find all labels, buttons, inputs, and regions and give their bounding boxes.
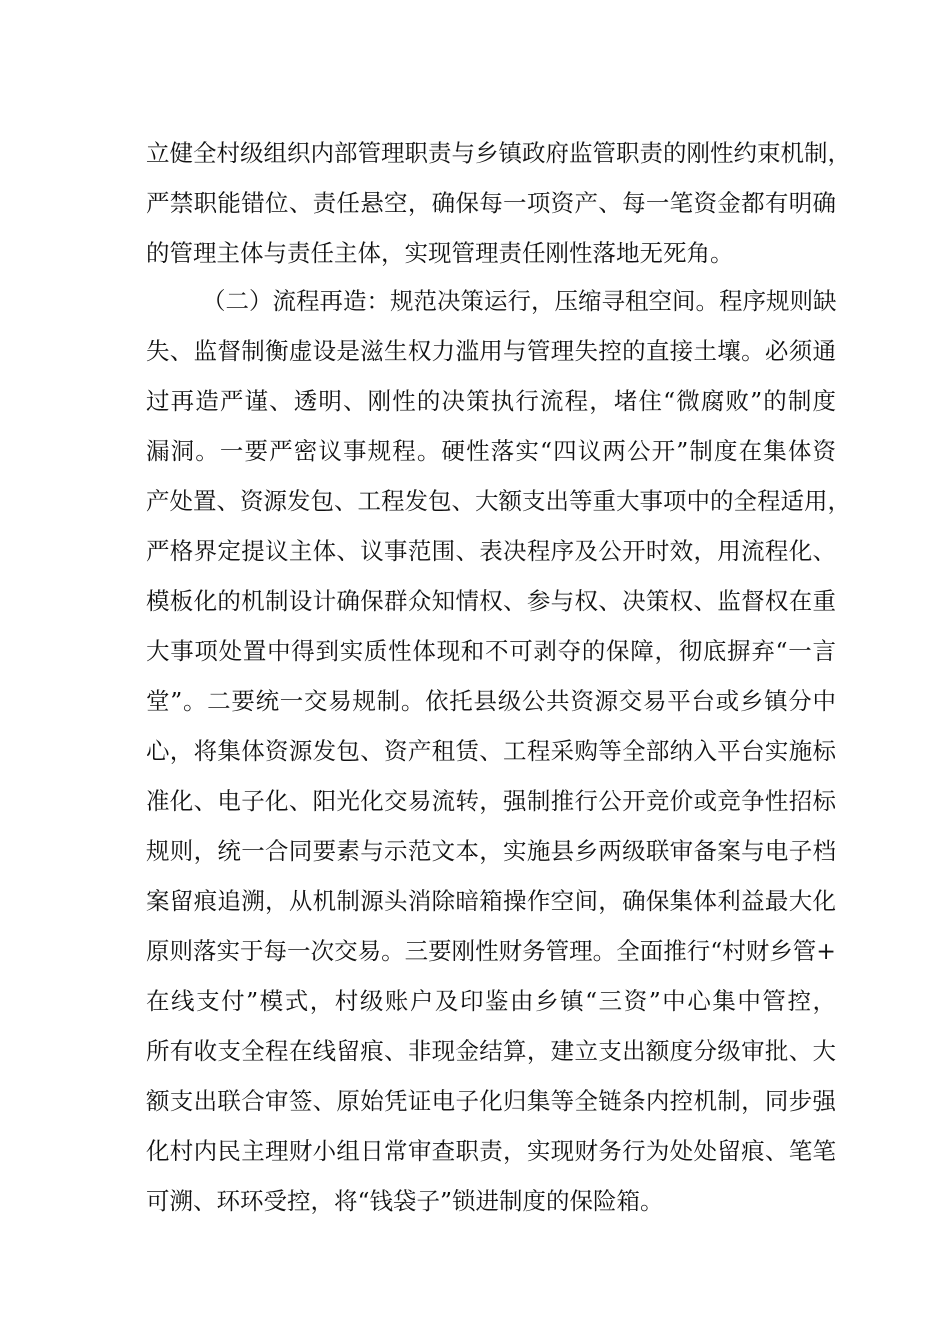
paragraph-2-line: 规则，统一合同要素与示范文本，实施县乡两级联审备案与电子档 — [146, 837, 836, 865]
paragraph-2-line: 额支出联合审签、原始凭证电子化归集等全链条内控机制，同步强 — [146, 1087, 836, 1115]
paragraph-2-line: 失、监督制衡虚设是滋生权力滥用与管理失控的直接土壤。必须通 — [146, 337, 836, 365]
paragraph-2-line: 原则落实于每一次交易。三要刚性财务管理。全面推行“村财乡管+ — [146, 937, 836, 965]
paragraph-1-line: 立健全村级组织内部管理职责与乡镇政府监管职责的刚性约束机制， — [146, 139, 851, 167]
paragraph-2-line: 准化、电子化、阳光化交易流转，强制推行公开竞价或竞争性招标 — [146, 787, 836, 815]
paragraph-2-line: （二）流程再造：规范决策运行，压缩寻租空间。程序规则缺 — [202, 287, 837, 315]
paragraph-2-line: 在线支付”模式，村级账户及印鉴由乡镇“三资”中心集中管控， — [146, 987, 836, 1015]
paragraph-2-line: 大事项处置中得到实质性体现和不可剥夺的保障，彻底摒弃“一言 — [146, 637, 836, 665]
paragraph-2-line: 产处置、资源发包、工程发包、大额支出等重大事项中的全程适用， — [146, 487, 851, 515]
paragraph-1-line: 严禁职能错位、责任悬空，确保每一项资产、每一笔资金都有明确 — [146, 189, 836, 217]
paragraph-2-line: 漏洞。一要严密议事规程。硬性落实“四议两公开”制度在集体资 — [146, 437, 836, 465]
paragraph-2-line: 过再造严谨、透明、刚性的决策执行流程，堵住“微腐败”的制度 — [146, 387, 836, 415]
paragraph-2-line: 心，将集体资源发包、资产租赁、工程采购等全部纳入平台实施标 — [146, 737, 836, 765]
paragraph-2-line: 案留痕追溯，从机制源头消除暗箱操作空间，确保集体利益最大化 — [146, 887, 836, 915]
paragraph-1-line: 的管理主体与责任主体，实现管理责任刚性落地无死角。 — [146, 239, 734, 267]
paragraph-2-line: 堂”。二要统一交易规制。依托县级公共资源交易平台或乡镇分中 — [146, 687, 836, 715]
paragraph-2-line: 化村内民主理财小组日常审查职责，实现财务行为处处留痕、笔笔 — [146, 1137, 836, 1165]
paragraph-2-line: 可溯、环环受控，将“钱袋子”锁进制度的保险箱。 — [146, 1187, 664, 1215]
paragraph-2-line: 模板化的机制设计确保群众知情权、参与权、决策权、监督权在重 — [146, 587, 836, 615]
paragraph-2-line: 严格界定提议主体、议事范围、表决程序及公开时效，用流程化、 — [146, 537, 836, 565]
paragraph-2-line: 所有收支全程在线留痕、非现金结算，建立支出额度分级审批、大 — [146, 1037, 836, 1065]
